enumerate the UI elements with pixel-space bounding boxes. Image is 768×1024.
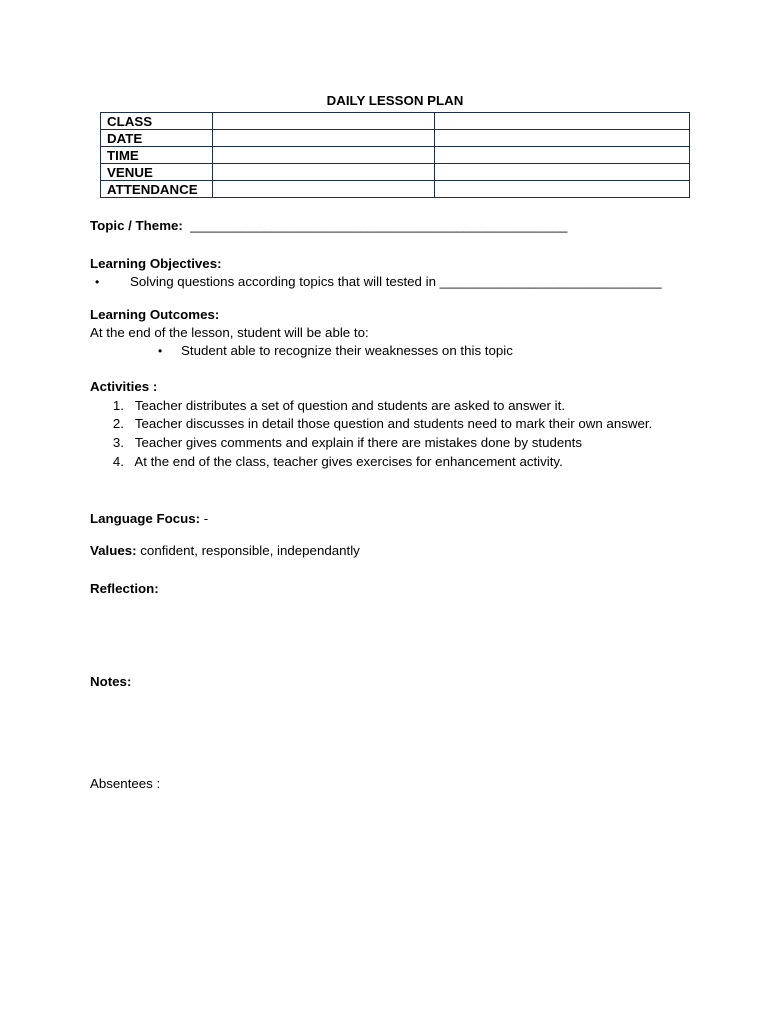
absentees-label: Absentees : bbox=[90, 776, 161, 791]
row-value-2[interactable] bbox=[435, 147, 690, 164]
language-focus-value: - bbox=[200, 511, 209, 526]
list-item bbox=[108, 454, 563, 469]
language-focus-label: Language Focus: bbox=[90, 511, 201, 526]
row-value-1[interactable] bbox=[213, 164, 435, 181]
row-value-1[interactable] bbox=[213, 130, 435, 147]
notes-heading: Notes: bbox=[90, 674, 132, 689]
table-row bbox=[101, 130, 690, 147]
reflection-heading: Reflection: bbox=[90, 581, 159, 596]
table-row bbox=[101, 147, 690, 164]
values-line bbox=[90, 543, 360, 558]
table-row bbox=[101, 113, 690, 130]
objectives-heading: Learning Objectives: bbox=[90, 256, 222, 271]
item-number: 4. bbox=[112, 454, 124, 469]
row-label: CLASS bbox=[101, 113, 213, 130]
list-item bbox=[108, 435, 582, 450]
row-value-1[interactable] bbox=[213, 147, 435, 164]
values-label: Values: bbox=[90, 543, 137, 558]
row-value-2[interactable] bbox=[435, 130, 690, 147]
item-text: Teacher discusses in detail those question and students need to mark their own answer. bbox=[134, 416, 653, 431]
row-value-2[interactable] bbox=[435, 113, 690, 130]
table-row bbox=[101, 164, 690, 181]
topic-blank[interactable]: ___________________________________________________ bbox=[190, 218, 568, 233]
row-label: DATE bbox=[101, 130, 213, 147]
item-text: At the end of the class, teacher gives exercises for enhancement activity. bbox=[134, 454, 563, 469]
item-number: 2. bbox=[112, 416, 124, 431]
outcomes-heading: Learning Outcomes: bbox=[90, 307, 220, 322]
table-row bbox=[101, 181, 690, 198]
row-value-1[interactable] bbox=[213, 181, 435, 198]
language-focus bbox=[90, 511, 208, 526]
item-number: 3. bbox=[112, 435, 124, 450]
row-value-1[interactable] bbox=[213, 113, 435, 130]
values-value: confident, responsible, independantly bbox=[136, 543, 360, 558]
row-label: TIME bbox=[101, 147, 213, 164]
item-text: Teacher distributes a set of question and students are asked to answer it. bbox=[134, 398, 566, 413]
topic-label: Topic / Theme: bbox=[90, 218, 183, 233]
outcomes-intro: At the end of the lesson, student will be able to: bbox=[90, 325, 369, 340]
outcome-item: Student able to recognize their weaknesses on this topic bbox=[181, 343, 513, 358]
topic-line bbox=[90, 218, 567, 233]
row-label: VENUE bbox=[101, 164, 213, 181]
row-value-2[interactable] bbox=[435, 181, 690, 198]
item-text: Teacher gives comments and explain if there are mistakes done by students bbox=[134, 435, 583, 450]
activities-heading: Activities : bbox=[90, 379, 158, 394]
page-title: DAILY LESSON PLAN bbox=[326, 93, 464, 108]
bullet-icon: • bbox=[95, 275, 100, 289]
row-value-2[interactable] bbox=[435, 164, 690, 181]
bullet-icon: • bbox=[158, 344, 163, 358]
list-item bbox=[108, 398, 565, 413]
row-label: ATTENDANCE bbox=[101, 181, 213, 198]
list-item bbox=[108, 416, 652, 431]
item-number: 1. bbox=[112, 398, 124, 413]
objective-item: Solving questions according topics that will tested in ______________________________ bbox=[130, 274, 662, 289]
lesson-info-table bbox=[100, 112, 690, 198]
